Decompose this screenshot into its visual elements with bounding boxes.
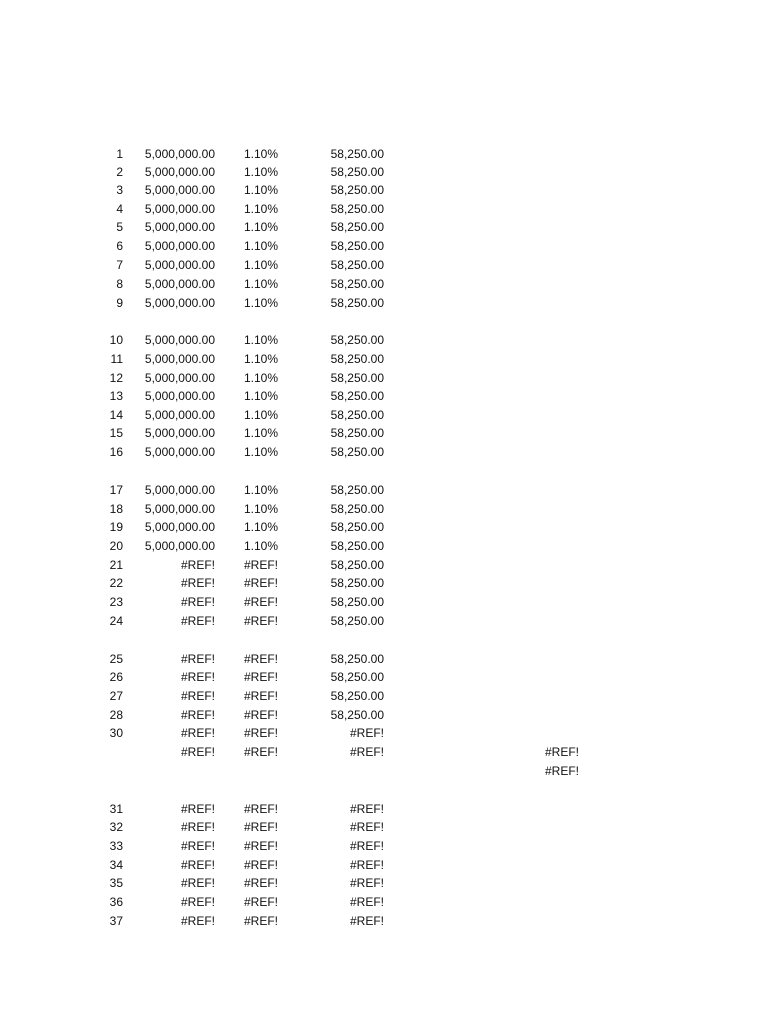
interest-cell: #REF! xyxy=(349,802,384,816)
row-number: 18 xyxy=(109,502,123,516)
interest-cell: 58,250.00 xyxy=(330,220,384,234)
principal-cell: #REF! xyxy=(180,576,215,590)
row-number: 6 xyxy=(116,239,123,253)
row-number: 33 xyxy=(109,839,123,853)
principal-cell: 5,000,000.00 xyxy=(144,371,215,385)
table-row xyxy=(0,145,768,163)
row-number: 17 xyxy=(109,483,123,497)
rate-cell: 1.10% xyxy=(243,352,278,366)
interest-cell: #REF! xyxy=(349,876,384,890)
principal-cell: 5,000,000.00 xyxy=(144,389,215,403)
interest-cell: 58,250.00 xyxy=(330,708,384,722)
rate-cell: #REF! xyxy=(243,708,278,722)
table-row xyxy=(0,256,768,274)
row-number: 8 xyxy=(116,277,123,291)
table-row xyxy=(0,350,768,368)
principal-cell: 5,000,000.00 xyxy=(144,483,215,497)
principal-cell: #REF! xyxy=(180,595,215,609)
interest-cell: #REF! xyxy=(349,726,384,740)
row-number: 28 xyxy=(109,708,123,722)
row-number: 27 xyxy=(109,689,123,703)
interest-cell: 58,250.00 xyxy=(330,483,384,497)
interest-cell: #REF! xyxy=(349,745,384,759)
principal-cell: #REF! xyxy=(180,876,215,890)
row-number: 34 xyxy=(109,858,123,872)
rate-cell: 1.10% xyxy=(243,202,278,216)
interest-cell: 58,250.00 xyxy=(330,258,384,272)
rate-cell: #REF! xyxy=(243,802,278,816)
row-number: 15 xyxy=(109,426,123,440)
principal-cell: #REF! xyxy=(180,558,215,572)
principal-cell: 5,000,000.00 xyxy=(144,502,215,516)
interest-cell: #REF! xyxy=(349,839,384,853)
rate-cell: 1.10% xyxy=(243,165,278,179)
rate-cell: #REF! xyxy=(243,652,278,666)
table-row xyxy=(0,687,768,705)
principal-cell: 5,000,000.00 xyxy=(144,147,215,161)
row-number: 7 xyxy=(116,258,123,272)
principal-cell: 5,000,000.00 xyxy=(144,408,215,422)
table-row xyxy=(0,481,768,499)
interest-cell: 58,250.00 xyxy=(330,670,384,684)
rate-cell: #REF! xyxy=(243,689,278,703)
rate-cell: 1.10% xyxy=(243,502,278,516)
principal-cell: 5,000,000.00 xyxy=(144,333,215,347)
rate-cell: 1.10% xyxy=(243,239,278,253)
row-number: 3 xyxy=(116,183,123,197)
interest-cell: 58,250.00 xyxy=(330,147,384,161)
table-row xyxy=(0,837,768,855)
interest-cell: 58,250.00 xyxy=(330,389,384,403)
rate-cell: 1.10% xyxy=(243,445,278,459)
interest-cell: 58,250.00 xyxy=(330,614,384,628)
rate-cell: #REF! xyxy=(243,820,278,834)
rate-cell: #REF! xyxy=(243,614,278,628)
rate-cell: #REF! xyxy=(243,670,278,684)
principal-cell: 5,000,000.00 xyxy=(144,277,215,291)
table-row xyxy=(0,912,768,930)
interest-cell: 58,250.00 xyxy=(330,183,384,197)
interest-cell: 58,250.00 xyxy=(330,239,384,253)
row-number: 10 xyxy=(109,333,123,347)
interest-cell: 58,250.00 xyxy=(330,520,384,534)
table-row xyxy=(0,593,768,611)
rate-cell: 1.10% xyxy=(243,277,278,291)
principal-cell: 5,000,000.00 xyxy=(144,426,215,440)
table-row xyxy=(0,406,768,424)
rate-cell: 1.10% xyxy=(243,258,278,272)
row-number: 23 xyxy=(109,595,123,609)
rate-cell: #REF! xyxy=(243,895,278,909)
interest-cell: #REF! xyxy=(349,858,384,872)
principal-cell: 5,000,000.00 xyxy=(144,165,215,179)
row-number: 2 xyxy=(116,165,123,179)
principal-cell: #REF! xyxy=(180,895,215,909)
interest-cell: 58,250.00 xyxy=(330,352,384,366)
principal-cell: 5,000,000.00 xyxy=(144,258,215,272)
table-row xyxy=(0,369,768,387)
principal-cell: #REF! xyxy=(180,802,215,816)
rate-cell: 1.10% xyxy=(243,426,278,440)
rate-cell: #REF! xyxy=(243,858,278,872)
rate-cell: 1.10% xyxy=(243,296,278,310)
rate-cell: #REF! xyxy=(243,595,278,609)
row-number: 30 xyxy=(109,726,123,740)
interest-cell: 58,250.00 xyxy=(330,333,384,347)
row-number: 19 xyxy=(109,520,123,534)
interest-cell: 58,250.00 xyxy=(330,558,384,572)
interest-cell: 58,250.00 xyxy=(330,277,384,291)
interest-cell: 58,250.00 xyxy=(330,202,384,216)
principal-cell: #REF! xyxy=(180,839,215,853)
row-number: 13 xyxy=(109,389,123,403)
row-number: 25 xyxy=(109,652,123,666)
rate-cell: #REF! xyxy=(243,839,278,853)
table-row xyxy=(0,424,768,442)
interest-cell: 58,250.00 xyxy=(330,652,384,666)
table-row xyxy=(0,443,768,461)
table-row xyxy=(0,874,768,892)
row-number: 9 xyxy=(116,296,123,310)
principal-cell: #REF! xyxy=(180,726,215,740)
rate-cell: 1.10% xyxy=(243,408,278,422)
interest-cell: 58,250.00 xyxy=(330,595,384,609)
table-row xyxy=(0,181,768,199)
interest-cell: 58,250.00 xyxy=(330,502,384,516)
table-row xyxy=(0,574,768,592)
table-row xyxy=(0,800,768,818)
principal-cell: 5,000,000.00 xyxy=(144,539,215,553)
rate-cell: 1.10% xyxy=(243,333,278,347)
table-row xyxy=(0,893,768,911)
rate-cell: 1.10% xyxy=(243,147,278,161)
row-number: 14 xyxy=(109,408,123,422)
interest-cell: #REF! xyxy=(349,895,384,909)
principal-cell: #REF! xyxy=(180,689,215,703)
row-number: 24 xyxy=(109,614,123,628)
interest-cell: 58,250.00 xyxy=(330,165,384,179)
rate-cell: #REF! xyxy=(243,576,278,590)
interest-cell: 58,250.00 xyxy=(330,689,384,703)
interest-cell: 58,250.00 xyxy=(330,371,384,385)
table-row xyxy=(0,762,768,780)
row-number: 21 xyxy=(109,558,123,572)
table-row xyxy=(0,706,768,724)
principal-cell: 5,000,000.00 xyxy=(144,520,215,534)
interest-cell: 58,250.00 xyxy=(330,426,384,440)
table-row xyxy=(0,724,768,742)
table-row xyxy=(0,650,768,668)
table-row xyxy=(0,612,768,630)
table-row xyxy=(0,387,768,405)
row-number: 37 xyxy=(109,914,123,928)
rate-cell: #REF! xyxy=(243,914,278,928)
rate-cell: #REF! xyxy=(243,726,278,740)
principal-cell: #REF! xyxy=(180,708,215,722)
principal-cell: #REF! xyxy=(180,858,215,872)
table-row xyxy=(0,518,768,536)
table-row xyxy=(0,331,768,349)
principal-cell: #REF! xyxy=(180,652,215,666)
rate-cell: 1.10% xyxy=(243,220,278,234)
extra-cell: #REF! xyxy=(544,764,579,778)
interest-cell: 58,250.00 xyxy=(330,296,384,310)
row-number: 31 xyxy=(109,802,123,816)
table-row xyxy=(0,856,768,874)
principal-cell: #REF! xyxy=(180,914,215,928)
row-number: 22 xyxy=(109,576,123,590)
principal-cell: #REF! xyxy=(180,614,215,628)
principal-cell: 5,000,000.00 xyxy=(144,352,215,366)
row-number: 36 xyxy=(109,895,123,909)
interest-cell: 58,250.00 xyxy=(330,539,384,553)
table-row xyxy=(0,500,768,518)
table-row xyxy=(0,275,768,293)
principal-cell: 5,000,000.00 xyxy=(144,220,215,234)
interest-cell: #REF! xyxy=(349,820,384,834)
table-row xyxy=(0,163,768,181)
table-row xyxy=(0,668,768,686)
row-number: 1 xyxy=(116,147,123,161)
interest-cell: 58,250.00 xyxy=(330,445,384,459)
row-number: 35 xyxy=(109,876,123,890)
interest-cell: 58,250.00 xyxy=(330,576,384,590)
row-number: 16 xyxy=(109,445,123,459)
table-row xyxy=(0,743,768,761)
row-number: 32 xyxy=(109,820,123,834)
rate-cell: #REF! xyxy=(243,745,278,759)
principal-cell: 5,000,000.00 xyxy=(144,183,215,197)
table-row xyxy=(0,237,768,255)
rate-cell: 1.10% xyxy=(243,520,278,534)
principal-cell: 5,000,000.00 xyxy=(144,239,215,253)
table-row xyxy=(0,200,768,218)
principal-cell: 5,000,000.00 xyxy=(144,296,215,310)
table-row xyxy=(0,818,768,836)
principal-cell: #REF! xyxy=(180,745,215,759)
row-number: 12 xyxy=(109,371,123,385)
rate-cell: #REF! xyxy=(243,558,278,572)
rate-cell: 1.10% xyxy=(243,389,278,403)
interest-cell: 58,250.00 xyxy=(330,408,384,422)
interest-cell: #REF! xyxy=(349,914,384,928)
rate-cell: 1.10% xyxy=(243,371,278,385)
row-number: 26 xyxy=(109,670,123,684)
principal-cell: 5,000,000.00 xyxy=(144,445,215,459)
table-row xyxy=(0,537,768,555)
row-number: 11 xyxy=(110,352,123,366)
principal-cell: #REF! xyxy=(180,820,215,834)
rate-cell: 1.10% xyxy=(243,539,278,553)
row-number: 20 xyxy=(109,539,123,553)
extra-cell: #REF! xyxy=(544,745,579,759)
rate-cell: #REF! xyxy=(243,876,278,890)
table-row xyxy=(0,556,768,574)
row-number: 5 xyxy=(116,220,123,234)
principal-cell: 5,000,000.00 xyxy=(144,202,215,216)
table-row xyxy=(0,294,768,312)
table-row xyxy=(0,218,768,236)
rate-cell: 1.10% xyxy=(243,183,278,197)
principal-cell: #REF! xyxy=(180,670,215,684)
row-number: 4 xyxy=(116,202,123,216)
rate-cell: 1.10% xyxy=(243,483,278,497)
